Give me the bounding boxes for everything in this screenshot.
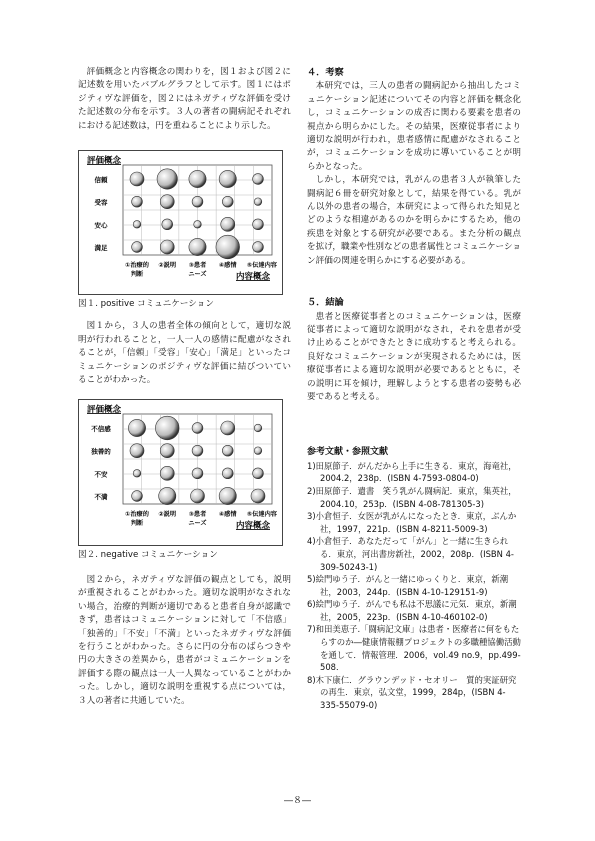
figure-2-chart bbox=[79, 400, 282, 545]
bubble bbox=[254, 447, 262, 455]
x-tick-label: ④感情 bbox=[218, 511, 237, 519]
figure-1-caption: 図１. positive コミュニケーション bbox=[78, 299, 214, 310]
bubble bbox=[159, 488, 176, 505]
bubble bbox=[133, 221, 141, 229]
figure-1 bbox=[78, 150, 283, 295]
reference-item: 2)田原節子．遺書 笑う乳がん闘病記．東京，集英社，2004.10，253p．(ISBN 4-08-781305-3) bbox=[307, 485, 517, 509]
section-4-paragraph-2: しかし，本研究では，乳がんの患者３人が執筆した闘病記６冊を研究対象として，結果を得ている。乳がん以外の患者の場合，本研究によって得られた知見とどのような相違があるのかを明らかにするため，他の疾患を対象とする研究が必要である。また分析の観点を拡げ，職業や性別などの患者属性とコミュニケーション評価の関連を明らかにする必要がある。 bbox=[307, 175, 521, 266]
bubble bbox=[133, 470, 141, 478]
y-tick-label: 不安 bbox=[94, 470, 108, 479]
y-tick-label: 受容 bbox=[94, 198, 108, 207]
page-number: ―８― bbox=[283, 796, 311, 806]
left-column bbox=[78, 66, 291, 708]
reference-item: 8)木下康仁．グラウンデッド・セオリー 質的実証研究の再生．東京，弘文堂，1999，284p，(ISBN 4-335-55079-0) bbox=[307, 674, 517, 711]
figure-2-caption: 図２. negative コミュニケーション bbox=[78, 550, 218, 561]
x-tick-label: ②説明 bbox=[158, 262, 177, 270]
y-tick-label: 独善的 bbox=[91, 448, 111, 457]
x-tick-label: ③患者 bbox=[188, 262, 207, 270]
bubble bbox=[222, 196, 233, 207]
figure-1-chart bbox=[79, 151, 282, 294]
x-tick-label: ⑤伝達内容 bbox=[247, 262, 277, 270]
bubble bbox=[222, 446, 233, 457]
reference-item: 6)絵門ゆう子．がんでも私は不思議に元気．東京，新潮社，2005，223p．(ISBN 4-10-460102-0) bbox=[307, 599, 517, 622]
reference-item: 1)田原節子．がんだから上手に生きる．東京，海竜社，2004.2，238p．(ISBN 4-7593-0804-0) bbox=[307, 460, 517, 484]
bubble bbox=[160, 444, 174, 458]
x-tick-label: ③患者 bbox=[188, 511, 207, 519]
section-5-paragraph: 患者と医療従事者とのコミュニケーションは，医療従事者によって適切な説明がなされ，それを患者が受け止めることができたときに成功すると考えられる。良好なコミュニケーションが実現されるためには，医療従事者による適切な説明が必要であるとともに，その説明に耳を傾け，理解しようとする患者の姿勢も必要であると考える。 bbox=[307, 311, 521, 402]
bubble bbox=[251, 489, 265, 503]
bubble bbox=[132, 491, 143, 502]
reference-item: 3)小倉恒子．女医が乳がんになったとき．東京，ぶんか社，1997，221p．(ISBN 4-8211-5009-3) bbox=[307, 511, 517, 534]
bubble bbox=[194, 221, 202, 229]
right-column bbox=[307, 66, 521, 712]
bubble bbox=[189, 238, 206, 255]
reference-item: 7)和田美恵子.「闘病記文庫」は患者・医療者に何をもたらすのか―健康情報棚プロジェクトの多職種協働活動を通して．情報管理．2006，vol.49 no.9，pp.499-508． bbox=[307, 624, 521, 673]
bubble bbox=[254, 425, 262, 433]
bubble bbox=[130, 444, 144, 458]
x-axis-title: 内容概念 bbox=[235, 521, 270, 532]
bubble bbox=[221, 421, 235, 435]
bubble bbox=[160, 467, 174, 481]
x-tick-label: ②説明 bbox=[158, 511, 177, 519]
x-tick-label: ニーズ bbox=[188, 271, 207, 279]
bubble bbox=[157, 169, 177, 189]
bubble bbox=[192, 423, 203, 434]
bubble bbox=[160, 240, 174, 254]
bubble bbox=[222, 468, 233, 479]
bubble bbox=[253, 242, 264, 253]
x-tick-label: ニーズ bbox=[188, 520, 207, 528]
y-axis-title: 評価概念 bbox=[87, 156, 122, 167]
references-list bbox=[307, 460, 521, 712]
x-tick-label: ①治療的 bbox=[125, 262, 149, 270]
intro-paragraph: 評価概念と内容概念の関わりを，図１および図２に記述数を用いたバブルグラフとして示す。図１にはポジティヴな評価を，図２にはネガティヴな評価を受けた記述数の分布を示す。３人の著者の闘病記それぞれにおける記述数は，円を重ねることにより示した。 bbox=[78, 67, 291, 131]
x-tick-label: 判断 bbox=[130, 271, 144, 279]
bubble bbox=[219, 488, 236, 505]
bubble bbox=[216, 235, 240, 259]
bubble bbox=[128, 420, 145, 437]
x-tick-label: 判断 bbox=[130, 520, 144, 528]
bubble bbox=[219, 170, 236, 187]
bubble bbox=[191, 489, 205, 503]
y-tick-label: 満足 bbox=[94, 244, 108, 253]
y-tick-label: 安心 bbox=[94, 221, 108, 230]
figure-2 bbox=[78, 399, 283, 546]
paragraph-2: 図１から，３人の患者全体の傾向として，適切な説明が行われることと，一人一人の感情に配慮がなされることが，「信頼」「受容」「安心」「満足」といったコミュニケーションのポジティヴな評価に結びついていることがわかった。 bbox=[78, 321, 291, 386]
reference-item: 5)絵門ゆう子．がんと一緒にゆっくりと．東京，新潮社，2003，244p．(ISBN 4-10-129151-9) bbox=[307, 574, 509, 597]
section-4-title: ４．考察 bbox=[307, 67, 344, 78]
y-tick-label: 不満 bbox=[94, 493, 108, 502]
reference-item: 4)小倉恒子．あなただって「がん」と一緒に生きられる．東京，河出書房新社，2002，208p．(ISBN 4-309-50243-1) bbox=[307, 536, 514, 572]
x-tick-label: ④感情 bbox=[218, 262, 237, 270]
bubble bbox=[253, 468, 264, 479]
section-4-paragraph-1: 本研究では，三人の患者の闘病記から抽出したコミュニケーション記述についてその内容と評価を概念化し，コミュニケーションの成否に関わる要素を患者の視点から明らかにした。その結果，医療従事者により適切な説明が行われ，患者感情に配慮がなされることが，コミュニケーションを成功に導いていることが明らかとなった。 bbox=[307, 81, 521, 172]
section-5-title: ５．結論 bbox=[307, 297, 344, 309]
bubble bbox=[192, 446, 203, 457]
bubble bbox=[253, 219, 264, 230]
y-tick-label: 不信感 bbox=[91, 425, 111, 434]
bubble bbox=[160, 195, 174, 209]
y-axis-title: 評価概念 bbox=[87, 405, 122, 416]
x-tick-label: ①治療的 bbox=[125, 511, 149, 519]
x-axis-title: 内容概念 bbox=[235, 272, 270, 283]
references-title: 参考文献・参照文献 bbox=[307, 447, 389, 458]
bubble bbox=[221, 217, 235, 231]
y-tick-label: 信頼 bbox=[94, 176, 108, 185]
bubble bbox=[189, 170, 206, 187]
bubble bbox=[130, 172, 144, 186]
bubble bbox=[162, 219, 173, 230]
bubble bbox=[192, 468, 203, 479]
bubble bbox=[132, 196, 143, 207]
x-tick-label: ⑤伝達内容 bbox=[247, 511, 277, 519]
bubble bbox=[253, 174, 264, 185]
bubble bbox=[132, 242, 143, 253]
bubble bbox=[155, 417, 179, 441]
bubble bbox=[254, 198, 262, 206]
paragraph-3: 図２から，ネガティヴな評価の観点としても，説明が重視されることがわかった。適切な説明がなされない場合，治療的判断が適切であると患者自身が認識できず，患者はコミュニケーションに対して「不信感」「独善的」「不安」「不満」といったネガティヴな評価を行うことがわかった。さらに円の分布のばらつきや円の大きさの差異から，患者がコミュニケーションを評価する際の観点は一人一人異なっていることがわかった。しかし，適切な説明を重視する点については，３人の著者に共通していた。 bbox=[78, 574, 291, 706]
bubble bbox=[192, 196, 203, 207]
